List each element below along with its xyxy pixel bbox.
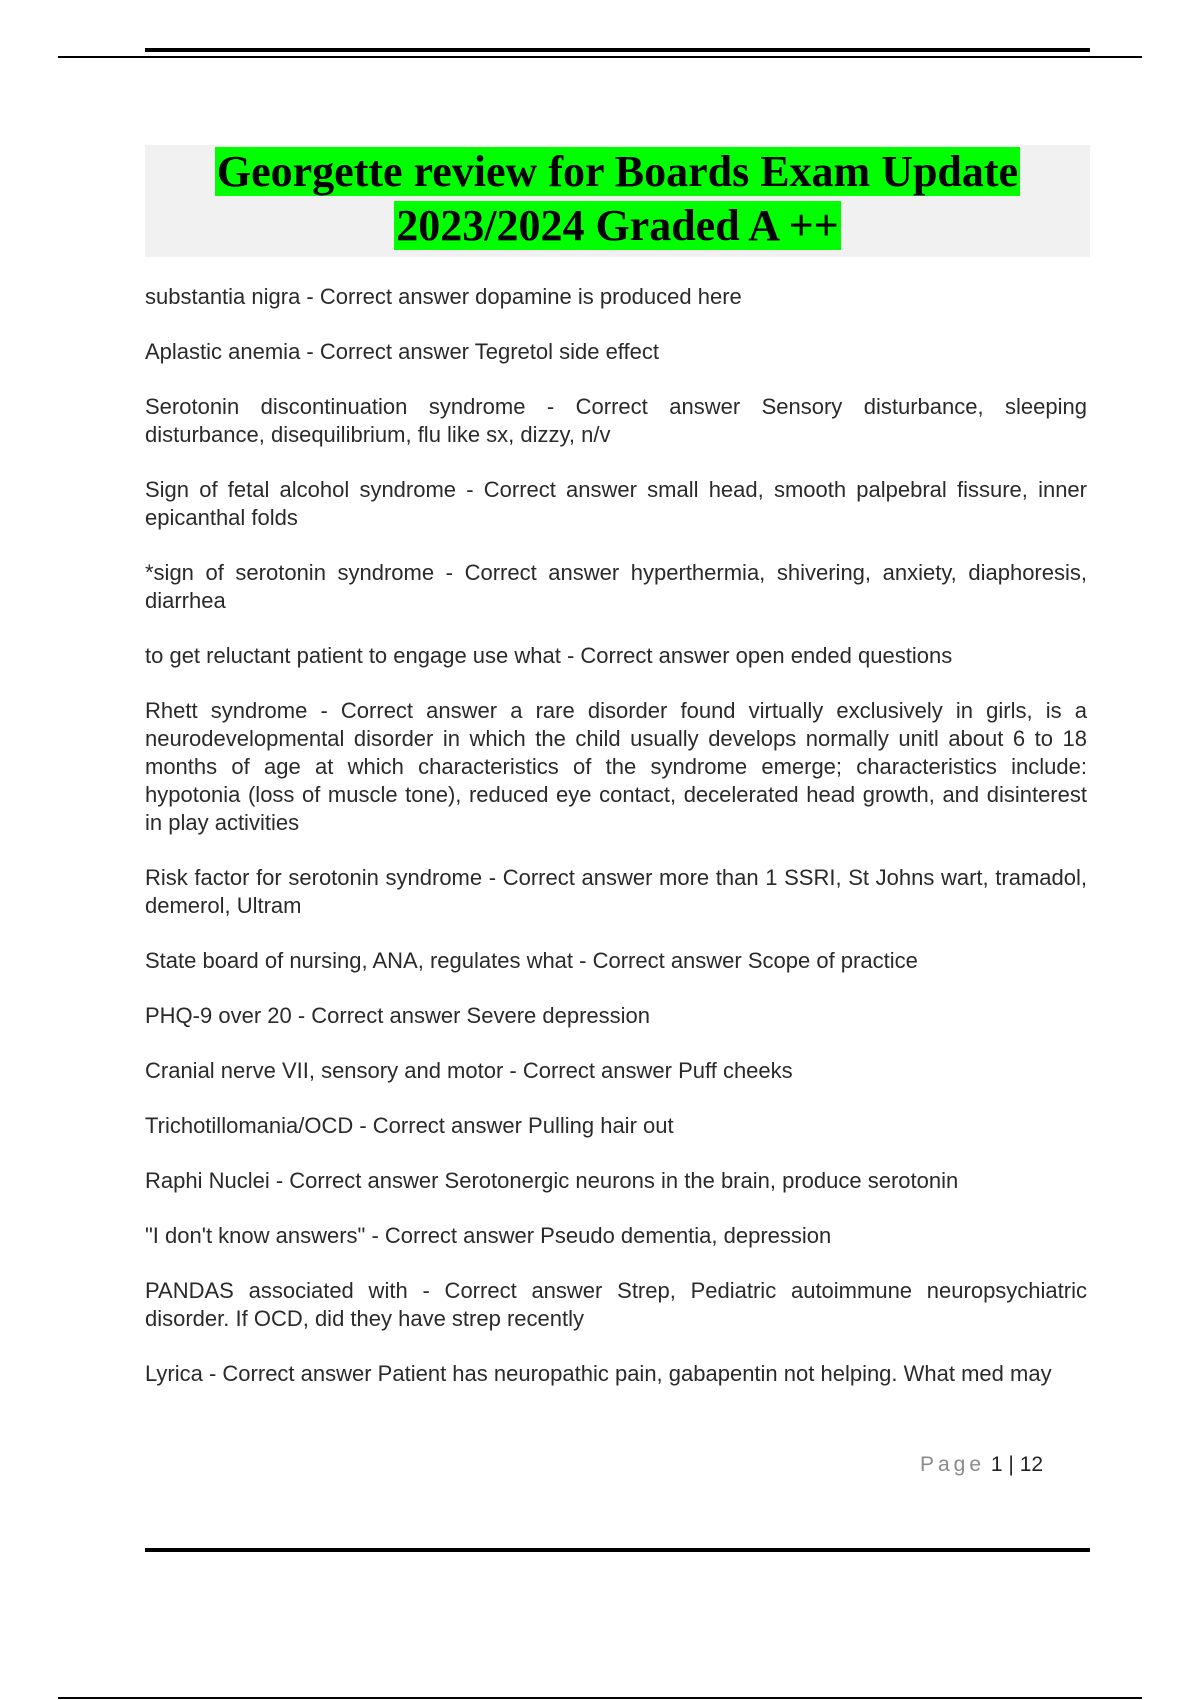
header-rule-thick <box>145 48 1090 52</box>
qa-entry: Serotonin discontinuation syndrome - Correct answer Sensory disturbance, sleeping disturbance, disequilibrium, flu like sx, dizzy, n/v <box>145 394 1087 447</box>
page-current: 1 <box>990 1453 1003 1476</box>
header-rule-thin <box>58 56 1142 58</box>
qa-entry: "I don't know answers" - Correct answer Pseudo dementia, depression <box>145 1223 832 1248</box>
qa-entry: Raphi Nuclei - Correct answer Serotonergic neurons in the brain, produce serotonin <box>145 1168 959 1193</box>
title-line-2: 2023/2024 Graded A ++ <box>396 201 839 250</box>
qa-entry: to get reluctant patient to engage use what - Correct answer open ended questions <box>145 643 953 668</box>
title-line-1: Georgette review for Boards Exam Update <box>216 147 1019 196</box>
qa-list <box>145 283 1087 1415</box>
footer-rule-thin <box>58 1697 1142 1699</box>
qa-entry: Risk factor for serotonin syndrome - Correct answer more than 1 SSRI, St Johns wart, tramadol, demerol, Ultram <box>145 865 1087 918</box>
page-number <box>920 1453 1043 1477</box>
qa-entry: Trichotillomania/OCD - Correct answer Pulling hair out <box>145 1113 674 1138</box>
page-label: Page <box>920 1453 986 1476</box>
qa-entry: Rhett syndrome - Correct answer a rare disorder found virtually exclusively in girls, is a neurodevelopmental disorder in which the child usually develops normally unitl about 6 to 18 months of age at which characteristics of the syndrome emerge; characteristics include: hypotonia (loss of muscle tone), reduced eye contact, decelerated head growth, and disinterest in play activities <box>145 698 1087 835</box>
qa-entry: Sign of fetal alcohol syndrome - Correct answer small head, smooth palpebral fissure, inner epicanthal folds <box>145 477 1087 530</box>
qa-entry: *sign of serotonin syndrome - Correct answer hyperthermia, shivering, anxiety, diaphoresis, diarrhea <box>145 560 1087 613</box>
qa-entry: Lyrica - Correct answer Patient has neuropathic pain, gabapentin not helping. What med may <box>145 1361 1052 1386</box>
page-total: 12 <box>1019 1453 1044 1476</box>
document-title <box>145 145 1090 257</box>
qa-entry: Aplastic anemia - Correct answer Tegretol side effect <box>145 339 659 364</box>
footer-rule-thick <box>145 1548 1090 1552</box>
qa-entry: substantia nigra - Correct answer dopamine is produced here <box>145 284 742 309</box>
qa-entry: State board of nursing, ANA, regulates what - Correct answer Scope of practice <box>145 948 918 973</box>
qa-entry: Cranial nerve VII, sensory and motor - Correct answer Puff cheeks <box>145 1058 793 1083</box>
page-separator: | <box>1008 1453 1014 1476</box>
qa-entry: PHQ-9 over 20 - Correct answer Severe depression <box>145 1003 650 1028</box>
qa-entry: PANDAS associated with - Correct answer Strep, Pediatric autoimmune neuropsychiatric disorder. If OCD, did they have strep recently <box>145 1278 1087 1331</box>
